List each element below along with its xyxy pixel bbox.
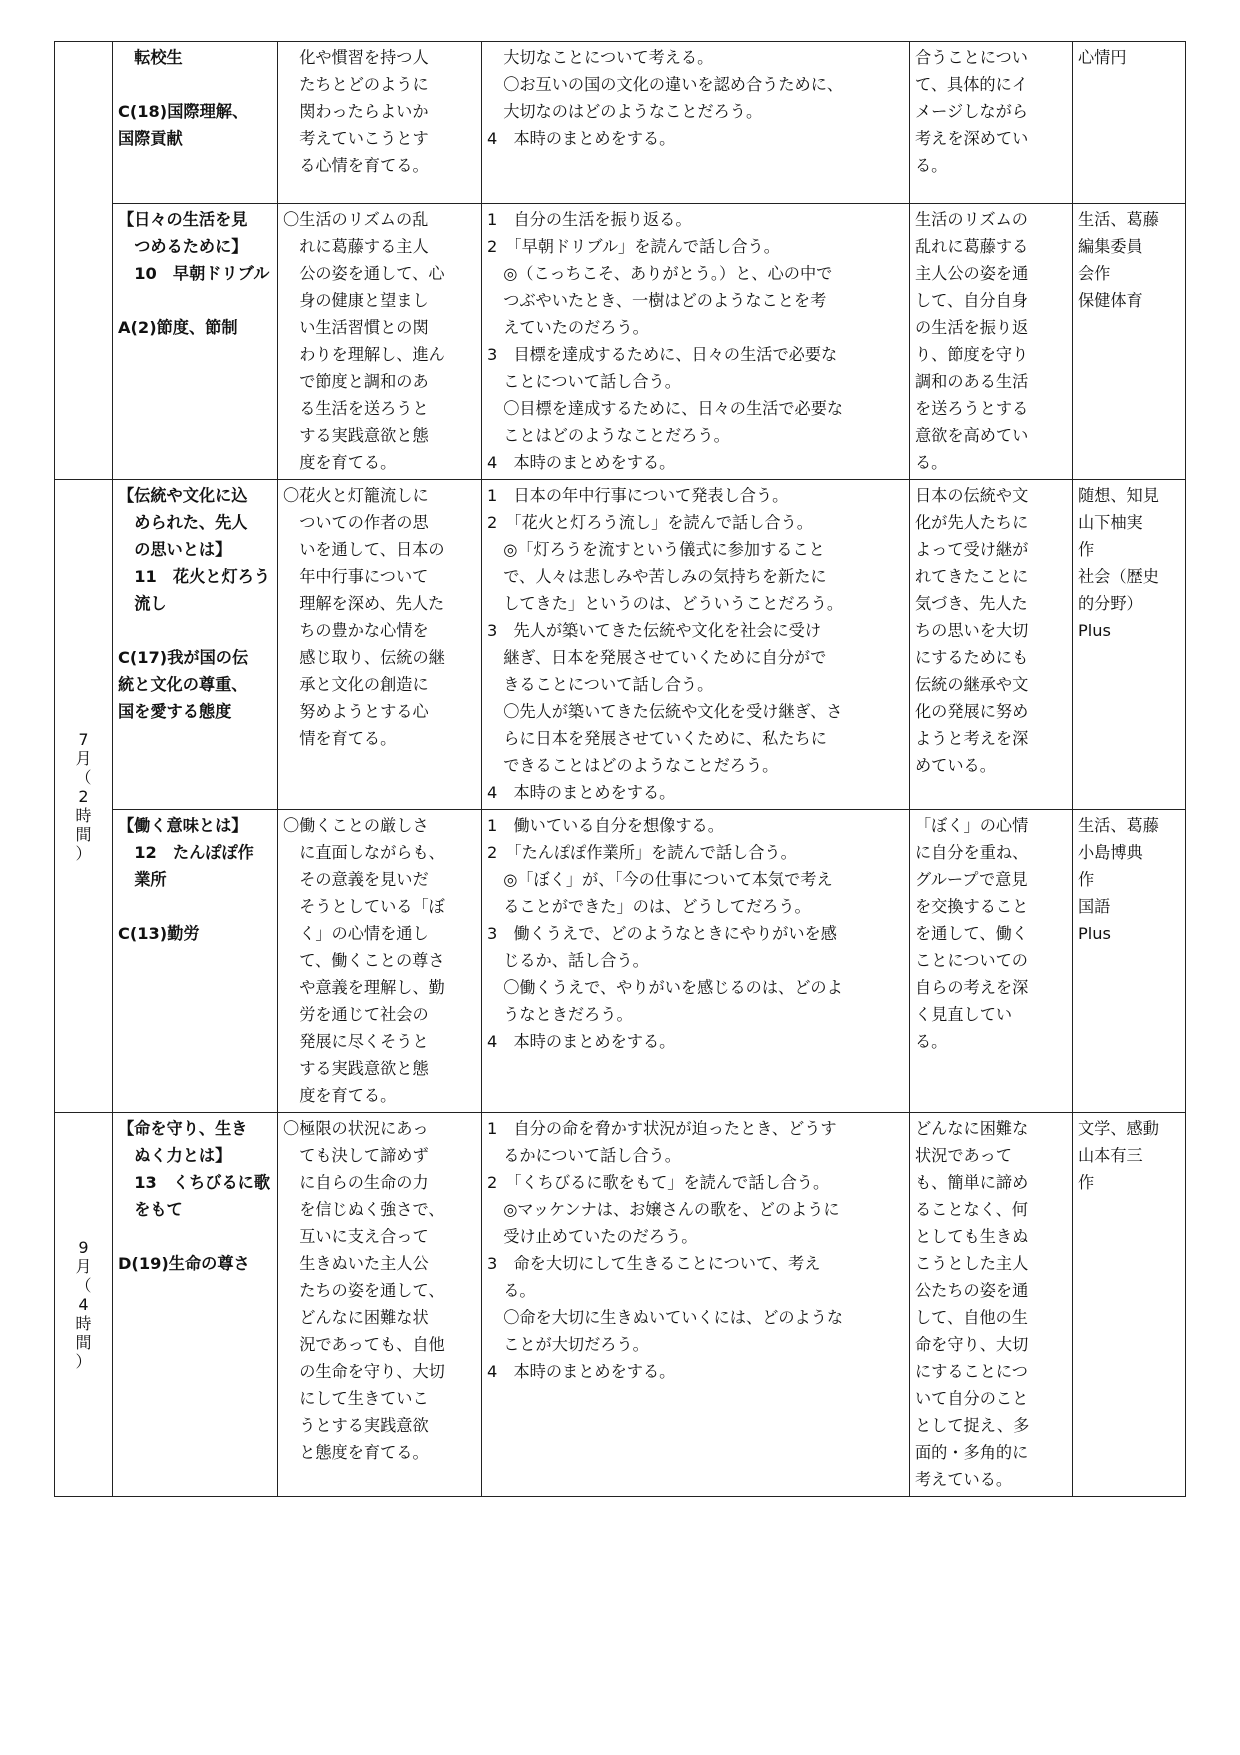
- flow-step: 4 本時のまとめをする。: [487, 783, 676, 802]
- evaluation-line: 面的・多角的に: [915, 1443, 1029, 1462]
- notes-line: 生活、葛藤: [1078, 210, 1159, 229]
- evaluation-line: 意欲を高めてい: [915, 426, 1029, 445]
- month-char: ）: [75, 843, 92, 863]
- aim-line: る心情を育てる。: [299, 156, 429, 175]
- lesson-flow-cell: [482, 1113, 910, 1497]
- evaluation-line: て、具体的にイ: [915, 75, 1028, 94]
- flow-sub: 継ぎ、日本を発展させていくために自分がで: [503, 648, 827, 667]
- evaluation-line: 調和のある生活: [915, 372, 1029, 391]
- aim-line: 年中行事について: [299, 567, 429, 586]
- evaluation-line: グループで意見: [915, 870, 1028, 889]
- evaluation-line: る。: [915, 453, 948, 472]
- evaluation-line: めている。: [915, 756, 996, 775]
- evaluation-line: よって受け継が: [915, 540, 1029, 559]
- theme-line: められた、先人: [134, 513, 248, 532]
- lesson-flow-cell: [482, 480, 910, 810]
- flow-sub: うなときだろう。: [503, 1005, 633, 1024]
- aim-cell: [278, 1113, 482, 1497]
- notes-line: 山本有三: [1078, 1146, 1143, 1165]
- theme-line: の思いとは】: [134, 540, 232, 559]
- aim-line: わりを理解し、進ん: [299, 345, 445, 364]
- evaluation-line: 自らの考えを深: [915, 978, 1029, 997]
- evaluation-line: 気づき、先人た: [915, 594, 1028, 613]
- aim-line: 努めようとする心: [299, 702, 429, 721]
- evaluation-line: として捉え、多: [915, 1416, 1030, 1435]
- aim-line: ちの豊かな心情を: [299, 621, 429, 640]
- table-row: [55, 42, 1186, 204]
- evaluation-cell: [910, 1113, 1073, 1497]
- flow-sub: ることができた」のは、どうしてだろう。: [503, 897, 811, 916]
- aim-line: 情を育てる。: [299, 729, 397, 748]
- evaluation-line: れてきたことに: [915, 567, 1029, 586]
- flow-sub: じるか、話し合う。: [503, 951, 649, 970]
- theme-title: 【働く意味とは】: [118, 816, 248, 835]
- notes-line: 的分野）: [1078, 594, 1143, 613]
- aim-line: 〇極限の状況にあっ: [283, 1119, 429, 1138]
- notes-line: 作: [1078, 1173, 1095, 1192]
- evaluation-line: く見直してい: [915, 1005, 1013, 1024]
- table-row: [55, 480, 1186, 810]
- flow-sub: 〇命を大切に生きぬいていくには、どのような: [503, 1308, 844, 1327]
- theme-line: 流し: [134, 594, 167, 613]
- flow-sub: ◎「灯ろうを流すという儀式に参加すること: [503, 540, 825, 559]
- flow-step: 2 「たんぽぽ作業所」を読んで話し合う。: [487, 843, 797, 862]
- flow-step: 3 目標を達成するために、日々の生活で必要な: [487, 345, 838, 364]
- evaluation-line: ようと考えを深: [915, 729, 1029, 748]
- flow-sub: 〇働くうえで、やりがいを感じるのは、どのよ: [503, 978, 843, 997]
- flow-step: 2 「早朝ドリブル」を読んで話し合う。: [487, 237, 780, 256]
- flow-step: 4 本時のまとめをする。: [487, 453, 676, 472]
- flow-sub: えていたのだろう。: [503, 318, 649, 337]
- aim-line: する実践意欲と態: [299, 1059, 429, 1078]
- evaluation-line: いて自分のこと: [915, 1389, 1029, 1408]
- evaluation-line: の生活を振り返: [915, 318, 1029, 337]
- aim-line: いを通して、日本の: [299, 540, 445, 559]
- flow-sub: 大切なのはどのようなことだろう。: [503, 102, 763, 121]
- flow-sub: ことが大切だろう。: [503, 1335, 649, 1354]
- aim-line: 理解を深め、先人た: [299, 594, 445, 613]
- notes-cell: [1073, 810, 1186, 1113]
- aim-line: 〇生活のリズムの乱: [283, 210, 429, 229]
- flow-step: 1 自分の生活を振り返る。: [487, 210, 692, 229]
- month-char: 間: [75, 1333, 92, 1352]
- table-row: [55, 1113, 1186, 1497]
- theme-title: 【日々の生活を見: [118, 210, 248, 229]
- notes-line: 心情円: [1078, 48, 1127, 67]
- notes-line: 保健体育: [1078, 291, 1143, 310]
- flow-sub: 大切なことについて考える。: [503, 48, 714, 67]
- value-item-line: D(19)生命の尊さ: [118, 1254, 250, 1273]
- notes-line: 社会（歴史: [1078, 567, 1159, 586]
- aim-line: い生活習慣との関: [299, 318, 429, 337]
- flow-sub: ◎（こっちこそ、ありがとう。）と、心の中で: [503, 264, 833, 283]
- flow-step: 2 「花火と灯ろう流し」を読んで話し合う。: [487, 513, 813, 532]
- month-char: 間: [75, 824, 92, 844]
- aim-line: で節度と調和のあ: [299, 372, 429, 391]
- flow-step: 3 働くうえで、どのようなときにやりがいを感: [487, 924, 837, 943]
- aim-line: く」の心情を通し: [299, 924, 429, 943]
- lesson-plan-table: [54, 41, 1186, 1497]
- flow-sub: で、人々は悲しみや苦しみの気持ちを新たに: [503, 567, 827, 586]
- month-char: （: [75, 767, 92, 787]
- evaluation-line: に自分を重ね、: [915, 843, 1029, 862]
- aim-line: 公の姿を通して、心: [299, 264, 445, 283]
- aim-line: 〇働くことの厳しさ: [283, 816, 429, 835]
- aim-line: 互いに支え合って: [299, 1227, 429, 1246]
- aim-line: 況であっても、自他: [299, 1335, 445, 1354]
- evaluation-line: こうとした主人: [915, 1254, 1029, 1273]
- notes-line: 生活、葛藤: [1078, 816, 1159, 835]
- evaluation-line: 考えている。: [915, 1470, 1013, 1489]
- aim-line: 関わったらよいか: [299, 102, 429, 121]
- notes-cell: [1073, 204, 1186, 480]
- notes-line: 随想、知見: [1078, 486, 1159, 505]
- value-item-line: 国を愛する態度: [118, 702, 232, 721]
- evaluation-line: 命を守り、大切: [915, 1335, 1029, 1354]
- aim-cell: [278, 204, 482, 480]
- evaluation-line: 合うことについ: [915, 48, 1028, 67]
- theme-line: をもて: [134, 1200, 183, 1219]
- theme-line: 10 早朝ドリブル: [134, 264, 270, 283]
- evaluation-line: を交換すること: [915, 897, 1029, 916]
- table-row: [55, 810, 1186, 1113]
- flow-sub: 〇お互いの国の文化の違いを認め合うために、: [503, 75, 844, 94]
- flow-sub: 〇先人が築いてきた伝統や文化を受け継ぎ、さ: [503, 702, 843, 721]
- theme-line: 11 花火と灯ろう: [134, 567, 271, 586]
- month-cell: [55, 480, 113, 1113]
- theme-cell: [113, 810, 278, 1113]
- month-char: ）: [75, 1352, 92, 1371]
- theme-line: 業所: [134, 870, 167, 889]
- value-item-line: C(13)勤労: [118, 924, 200, 943]
- aim-line: に自らの生命の力: [299, 1173, 429, 1192]
- aim-line: 〇花火と灯籠流しに: [283, 486, 429, 505]
- month-char: 4: [78, 1295, 89, 1314]
- evaluation-line: ることなく、何: [915, 1200, 1028, 1219]
- lesson-flow-cell: [482, 810, 910, 1113]
- evaluation-line: 公たちの姿を通: [915, 1281, 1029, 1300]
- flow-step: 4 本時のまとめをする。: [487, 1032, 676, 1051]
- theme-cell: [113, 42, 278, 204]
- aim-line: と態度を育てる。: [299, 1443, 429, 1462]
- aim-line: ついての作者の思: [299, 513, 429, 532]
- lesson-flow-cell: [482, 42, 910, 204]
- theme-line: つめるために】: [134, 237, 248, 256]
- aim-line: うとする実践意欲: [299, 1416, 429, 1435]
- month-label: [55, 1238, 112, 1371]
- notes-line: 文学、感動: [1078, 1119, 1159, 1138]
- flow-step: 4 本時のまとめをする。: [487, 1362, 676, 1381]
- notes-line: 国語: [1078, 897, 1111, 916]
- flow-sub: してきた」というのは、どういうことだろう。: [503, 594, 844, 613]
- evaluation-line: 乱れに葛藤する: [915, 237, 1029, 256]
- month-label: [55, 730, 112, 863]
- flow-sub: ことはどのようなことだろう。: [503, 426, 730, 445]
- evaluation-cell: [910, 810, 1073, 1113]
- aim-line: の生命を守り、大切: [299, 1362, 445, 1381]
- theme-line: ぬく力とは】: [134, 1146, 232, 1165]
- notes-line: 山下柚実: [1078, 513, 1143, 532]
- evaluation-cell: [910, 480, 1073, 810]
- evaluation-line: 考えを深めてい: [915, 129, 1029, 148]
- evaluation-line: ことについての: [915, 951, 1028, 970]
- evaluation-line: り、節度を守り: [915, 345, 1029, 364]
- evaluation-line: としても生きぬ: [915, 1227, 1029, 1246]
- aim-line: にして生きていこ: [299, 1389, 429, 1408]
- flow-sub: つぶやいたとき、一樹はどのようなことを考: [503, 291, 827, 310]
- evaluation-line: にすることにつ: [915, 1362, 1028, 1381]
- aim-line: どんなに困難な状: [299, 1308, 429, 1327]
- month-cell: [55, 42, 113, 480]
- evaluation-line: 化の発展に努め: [915, 702, 1029, 721]
- flow-sub: ことについて話し合う。: [503, 372, 681, 391]
- flow-sub: 受け止めていたのだろう。: [503, 1227, 698, 1246]
- evaluation-line: 日本の伝統や文: [915, 486, 1029, 505]
- month-char: 月: [75, 1257, 92, 1276]
- aim-cell: [278, 42, 482, 204]
- aim-line: 度を育てる。: [299, 453, 397, 472]
- evaluation-line: にするためにも: [915, 648, 1029, 667]
- notes-line: 小島博典: [1078, 843, 1143, 862]
- evaluation-line: る。: [915, 1032, 948, 1051]
- aim-line: 身の健康と望まし: [299, 291, 429, 310]
- flow-sub: る。: [503, 1281, 536, 1300]
- notes-line: 作: [1078, 870, 1095, 889]
- month-char: 2: [78, 786, 89, 806]
- lesson-flow-cell: [482, 204, 910, 480]
- notes-cell: [1073, 42, 1186, 204]
- theme-cell: [113, 480, 278, 810]
- aim-line: 化や慣習を持つ人: [299, 48, 429, 67]
- flow-sub: らに日本を発展させていくために、私たちに: [503, 729, 827, 748]
- theme-cell: [113, 204, 278, 480]
- table-row: [55, 204, 1186, 480]
- evaluation-line: して、自他の生: [915, 1308, 1028, 1327]
- aim-line: 考えていこうとす: [299, 129, 429, 148]
- aim-line: や意義を理解し、勤: [299, 978, 445, 997]
- notes-cell: [1073, 1113, 1186, 1497]
- evaluation-line: 化が先人たちに: [915, 513, 1029, 532]
- flow-sub: 〇目標を達成するために、日々の生活で必要な: [503, 399, 844, 418]
- flow-sub: ◎マッケンナは、お嬢さんの歌を、どのように: [503, 1200, 840, 1219]
- aim-line: 発展に尽くそうと: [299, 1032, 429, 1051]
- theme-cell: [113, 1113, 278, 1497]
- notes-line: 作: [1078, 540, 1095, 559]
- value-item-line: 国際貢献: [118, 129, 183, 148]
- flow-step: 1 日本の年中行事について発表し合う。: [487, 486, 789, 505]
- aim-line: を信じぬく強さで、: [299, 1200, 445, 1219]
- evaluation-line: を通して、働く: [915, 924, 1028, 943]
- flow-sub: ◎「ぼく」が、「今の仕事について本気で考え: [503, 870, 833, 889]
- aim-line: て、働くことの尊さ: [299, 951, 445, 970]
- month-char: 時: [75, 1314, 92, 1333]
- value-item-line: 統と文化の尊重、: [118, 675, 248, 694]
- month-char: （: [75, 1276, 92, 1295]
- aim-line: する実践意欲と態: [299, 426, 429, 445]
- theme-line: 12 たんぽぽ作: [134, 843, 254, 862]
- flow-step: 2 「くちびるに歌をもて」を読んで話し合う。: [487, 1173, 830, 1192]
- flow-step: 3 先人が築いてきた伝統や文化を社会に受け: [487, 621, 822, 640]
- evaluation-line: して、自分自身: [915, 291, 1028, 310]
- month-char: 9: [78, 1238, 89, 1257]
- aim-line: れに葛藤する主人: [299, 237, 429, 256]
- value-item-line: C(18)国際理解、: [118, 102, 249, 121]
- notes-line: 編集委員: [1078, 237, 1143, 256]
- theme-line: 転校生: [134, 48, 183, 67]
- flow-sub: るかについて話し合う。: [503, 1146, 681, 1165]
- month-cell: [55, 1113, 113, 1497]
- aim-line: 度を育てる。: [299, 1086, 397, 1105]
- aim-cell: [278, 480, 482, 810]
- month-char: 7: [78, 729, 89, 749]
- aim-cell: [278, 810, 482, 1113]
- theme-title: 【伝統や文化に込: [118, 486, 248, 505]
- flow-step: 1 働いている自分を想像する。: [487, 816, 724, 835]
- notes-line: Plus: [1078, 924, 1111, 943]
- evaluation-cell: [910, 42, 1073, 204]
- aim-line: 感じ取り、伝統の継: [299, 648, 445, 667]
- notes-line: 会作: [1078, 264, 1111, 283]
- flow-step: 3 命を大切にして生きることについて、考え: [487, 1254, 821, 1273]
- evaluation-line: 主人公の姿を通: [915, 264, 1029, 283]
- evaluation-line: る。: [915, 156, 948, 175]
- aim-line: 承と文化の創造に: [299, 675, 429, 694]
- value-item-line: C(17)我が国の伝: [118, 648, 249, 667]
- aim-line: 生きぬいた主人公: [299, 1254, 429, 1273]
- flow-sub: できることはどのようなことだろう。: [503, 756, 779, 775]
- notes-cell: [1073, 480, 1186, 810]
- evaluation-line: メージしながら: [915, 102, 1028, 121]
- aim-line: たちの姿を通して、: [299, 1281, 445, 1300]
- theme-line: 13 くちびるに歌: [134, 1173, 271, 1192]
- aim-line: その意義を見いだ: [299, 870, 429, 889]
- value-item-line: A(2)節度、節制: [118, 318, 238, 337]
- aim-line: 労を通じて社会の: [299, 1005, 429, 1024]
- evaluation-cell: [910, 204, 1073, 480]
- flow-step: 4 本時のまとめをする。: [487, 129, 676, 148]
- flow-step: 1 自分の命を脅かす状況が迫ったとき、どうす: [487, 1119, 837, 1138]
- evaluation-line: どんなに困難な: [915, 1119, 1029, 1138]
- month-char: 月: [75, 748, 92, 768]
- evaluation-line: を送ろうとする: [915, 399, 1029, 418]
- evaluation-line: ちの思いを大切: [915, 621, 1029, 640]
- evaluation-line: 状況であって: [915, 1146, 1012, 1165]
- aim-line: ても決して諦めず: [299, 1146, 429, 1165]
- evaluation-line: 「ぼく」の心情: [915, 816, 1029, 835]
- evaluation-line: 伝統の継承や文: [915, 675, 1029, 694]
- flow-sub: きることについて話し合う。: [503, 675, 714, 694]
- aim-line: る生活を送ろうと: [299, 399, 429, 418]
- evaluation-line: も、簡単に諦め: [915, 1173, 1029, 1192]
- notes-line: Plus: [1078, 621, 1111, 640]
- aim-line: たちとどのように: [299, 75, 429, 94]
- month-char: 時: [75, 805, 92, 825]
- aim-line: そうとしている「ぼ: [299, 897, 445, 916]
- aim-line: に直面しながらも、: [299, 843, 445, 862]
- theme-title: 【命を守り、生き: [118, 1119, 248, 1138]
- evaluation-line: 生活のリズムの: [915, 210, 1028, 229]
